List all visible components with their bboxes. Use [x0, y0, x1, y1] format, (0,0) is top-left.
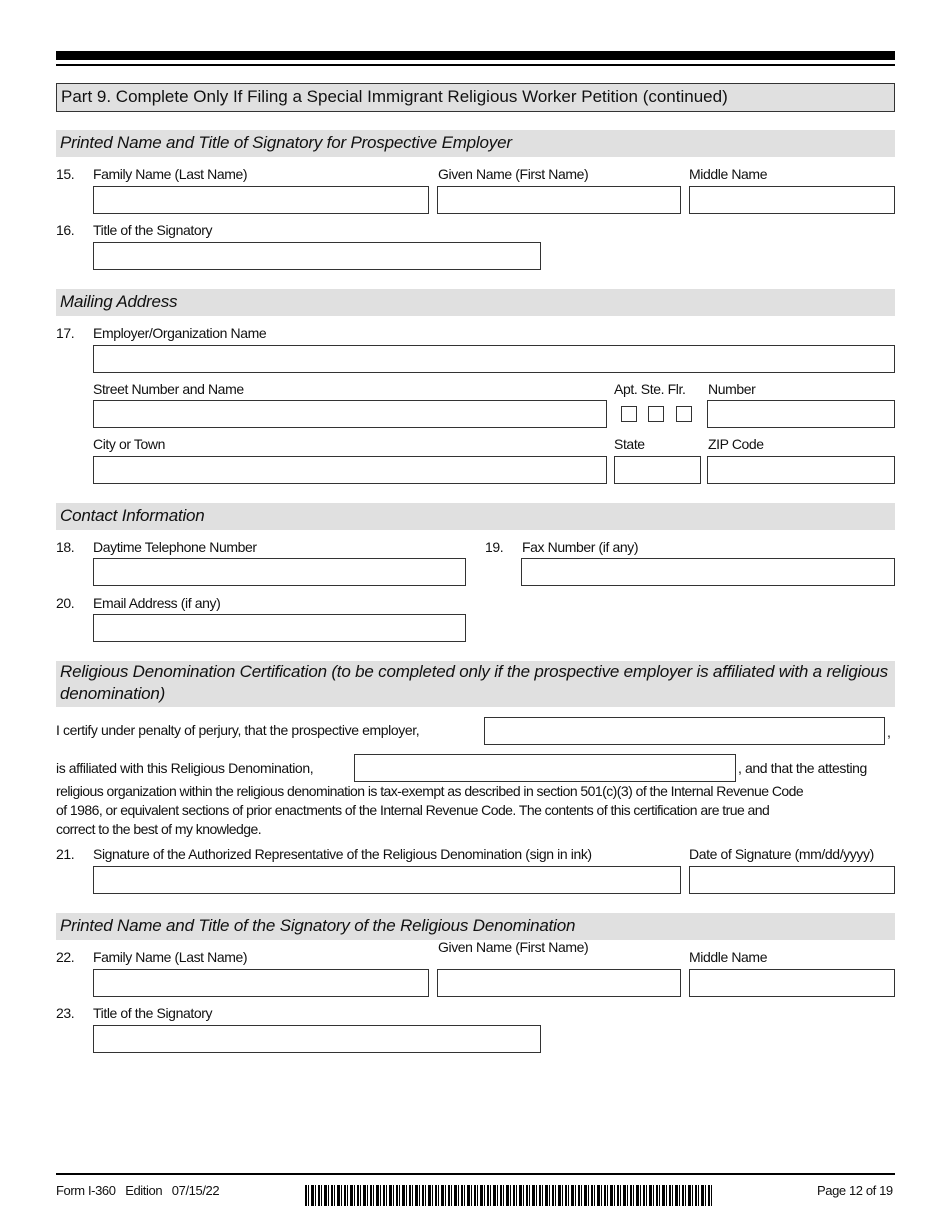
- item-number-19: 19.: [485, 539, 504, 555]
- street-input[interactable]: [93, 400, 607, 428]
- item-number-15: 15.: [56, 166, 75, 182]
- signature-input[interactable]: [93, 866, 681, 894]
- city-label: City or Town: [93, 436, 165, 452]
- apt-checkbox[interactable]: [621, 406, 637, 422]
- footer-page-number: Page 12 of 19: [817, 1183, 893, 1198]
- certify-text-2: is affiliated with this Religious Denomination,: [56, 760, 314, 776]
- org-name-input[interactable]: [93, 345, 895, 373]
- fax-label: Fax Number (if any): [522, 539, 639, 555]
- section-employer-signatory: Printed Name and Title of Signatory for Prospective Employer: [56, 130, 895, 157]
- title-label: Title of the Signatory: [93, 222, 213, 238]
- signature-date-input[interactable]: [689, 866, 895, 894]
- footer-rule: [56, 1173, 895, 1175]
- family-name-label: Family Name (Last Name): [93, 949, 248, 965]
- top-rule-thick: [56, 51, 895, 60]
- comma: ,: [887, 724, 891, 740]
- given-name-label: Given Name (First Name): [438, 166, 589, 182]
- barcode: [305, 1185, 712, 1206]
- middle-name-label: Middle Name: [689, 949, 768, 965]
- email-input[interactable]: [93, 614, 466, 642]
- city-input[interactable]: [93, 456, 607, 484]
- item-number-23: 23.: [56, 1005, 75, 1021]
- item-number-20: 20.: [56, 595, 75, 611]
- denom-middle-name-input[interactable]: [689, 969, 895, 997]
- section-mailing-address: Mailing Address: [56, 289, 895, 316]
- certify-paragraph-1: religious organization within the religious denomination is tax-exempt as described in section 501(c)(3) of the Internal Revenue Code: [56, 783, 804, 799]
- employer-family-name-input[interactable]: [93, 186, 429, 214]
- unit-number-input[interactable]: [707, 400, 895, 428]
- item-number-17: 17.: [56, 325, 75, 341]
- item-number-21: 21.: [56, 846, 75, 862]
- employer-middle-name-input[interactable]: [689, 186, 895, 214]
- top-rule-thin: [56, 64, 895, 66]
- item-number-18: 18.: [56, 539, 75, 555]
- denom-given-name-input[interactable]: [437, 969, 681, 997]
- email-label: Email Address (if any): [93, 595, 221, 611]
- denom-family-name-input[interactable]: [93, 969, 429, 997]
- section-denomination-signatory: Printed Name and Title of the Signatory of the Religious Denomination: [56, 913, 895, 940]
- family-name-label: Family Name (Last Name): [93, 166, 248, 182]
- fax-input[interactable]: [521, 558, 895, 586]
- phone-input[interactable]: [93, 558, 466, 586]
- ste-checkbox[interactable]: [648, 406, 664, 422]
- prospective-employer-input[interactable]: [484, 717, 885, 745]
- signature-label: Signature of the Authorized Representative of the Religious Denomination (sign in ink): [93, 846, 592, 862]
- org-name-label: Employer/Organization Name: [93, 325, 267, 341]
- middle-name-label: Middle Name: [689, 166, 768, 182]
- zip-label: ZIP Code: [708, 436, 764, 452]
- flr-checkbox[interactable]: [676, 406, 692, 422]
- item-number-22: 22.: [56, 949, 75, 965]
- number-label: Number: [708, 381, 756, 397]
- given-name-label: Given Name (First Name): [438, 939, 589, 955]
- state-select[interactable]: [614, 456, 701, 484]
- phone-label: Daytime Telephone Number: [93, 539, 257, 555]
- certify-paragraph-3: correct to the best of my knowledge.: [56, 821, 262, 837]
- title-label: Title of the Signatory: [93, 1005, 213, 1021]
- certify-text-3: , and that the attesting: [738, 760, 867, 776]
- state-label: State: [614, 436, 645, 452]
- religious-denomination-input[interactable]: [354, 754, 736, 782]
- employer-title-input[interactable]: [93, 242, 541, 270]
- apt-ste-flr-label: Apt. Ste. Flr.: [614, 381, 686, 397]
- street-label: Street Number and Name: [93, 381, 244, 397]
- date-label: Date of Signature (mm/dd/yyyy): [689, 846, 874, 862]
- zip-input[interactable]: [707, 456, 895, 484]
- section-denomination-certification: Religious Denomination Certification (to be completed only if the prospective employer is affiliated with a religious denomination): [56, 661, 895, 707]
- footer-form-edition: Form I-360 Edition 07/15/22: [56, 1183, 220, 1198]
- part-header: Part 9. Complete Only If Filing a Special Immigrant Religious Worker Petition (continued): [56, 83, 895, 112]
- certify-text-1: I certify under penalty of perjury, that the prospective employer,: [56, 722, 420, 738]
- section-contact-information: Contact Information: [56, 503, 895, 530]
- denom-title-input[interactable]: [93, 1025, 541, 1053]
- item-number-16: 16.: [56, 222, 75, 238]
- employer-given-name-input[interactable]: [437, 186, 681, 214]
- certify-paragraph-2: of 1986, or equivalent sections of prior enactments of the Internal Revenue Code. The contents of this certification are true and: [56, 802, 770, 818]
